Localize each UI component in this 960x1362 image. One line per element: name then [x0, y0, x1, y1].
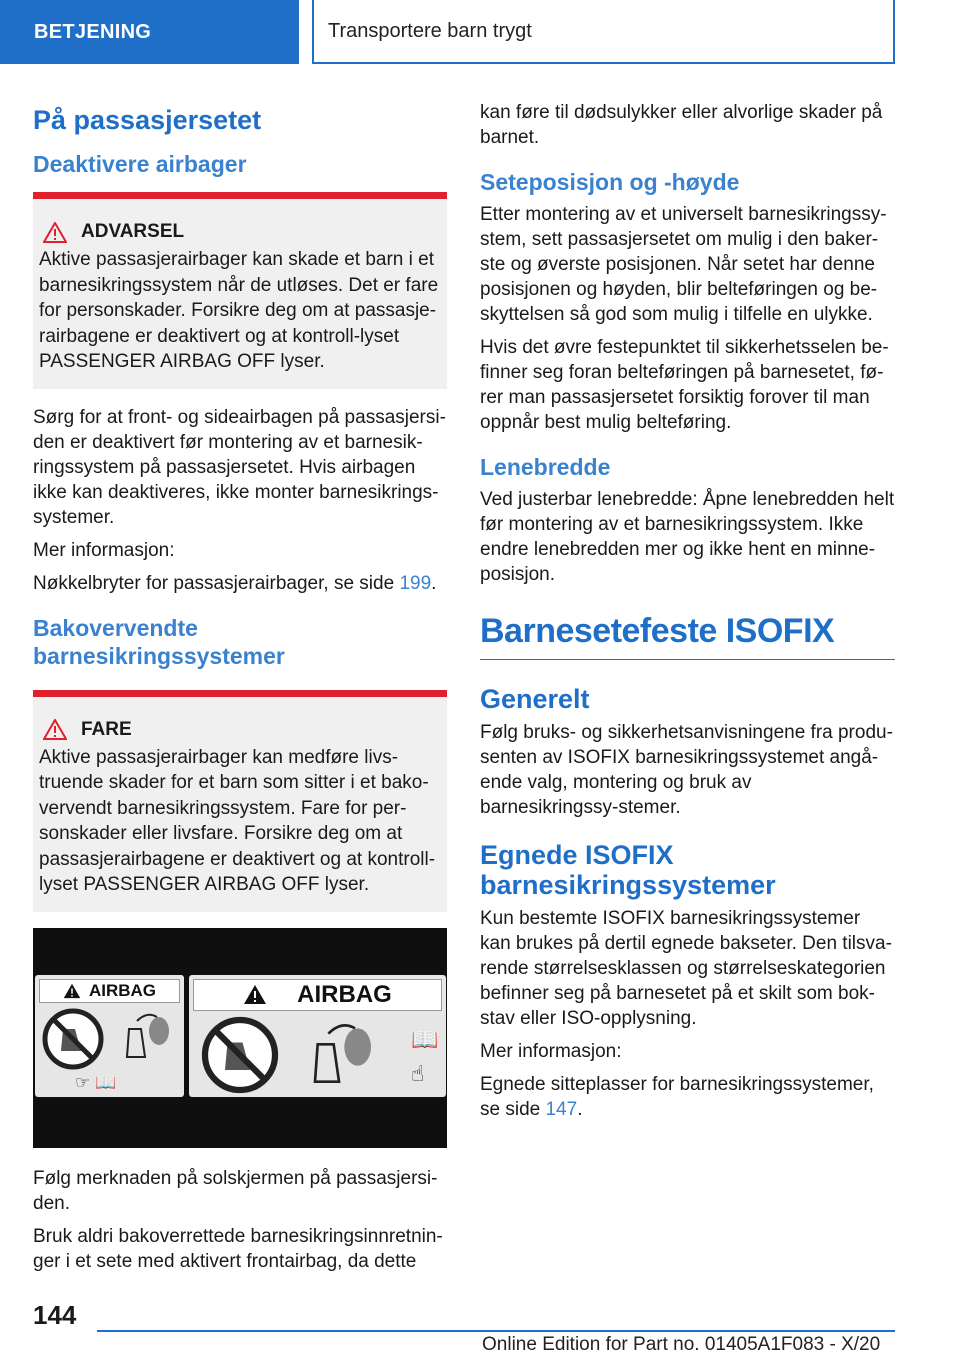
paragraph-follow-note: Følg merknaden på solskjermen på passasjersi-den.	[33, 1167, 438, 1214]
warning-title-row	[39, 719, 441, 741]
airbag-deploy-icon	[113, 1007, 177, 1067]
ref-text: Nøkkelbryter for passasjerairbager, se side	[33, 572, 400, 594]
heading-rear-facing: Bakovervendte barnesikringssystemer	[33, 614, 285, 669]
paragraph-key-switch-ref	[33, 571, 447, 596]
paragraph-general: Følg bruks- og sikkerhetsanvisningene fra produ-senten av ISOFIX barnesikringssystemet angå-ende valg, montering og bruk av barnesikringssy-stemer.	[480, 722, 893, 818]
airbag-deploy-icon	[289, 1015, 389, 1095]
heading-general: Generelt	[480, 684, 590, 714]
page-link-147[interactable]: 147	[545, 1099, 578, 1120]
warning-triangle-icon	[43, 222, 67, 243]
left-column	[33, 96, 447, 1282]
heading-passenger-seat: På passasjersetet	[33, 105, 262, 135]
airbag-label-header	[193, 979, 442, 1011]
right-column	[480, 100, 895, 1130]
airbag-label-text: AIRBAG	[297, 980, 392, 1008]
paragraph-suitable-isofix: Kun bestemte ISOFIX barnesikringssystemer kan brukes på dertil egnede bakseter. Den tilsva-rende størrelsesklassen og størrelseskategorien befinner seg på barnesetet på et skilt som bok-stav eller ISO-opplysning.	[480, 908, 892, 1029]
airbag-label-text: AIRBAG	[88, 980, 157, 1000]
hand-book-icons: ☞ 📖	[75, 1072, 117, 1092]
warning-box-advarsel	[33, 192, 447, 389]
paragraph-continuation: kan føre til dødsulykker eller alvorlige skader på barnet.	[480, 102, 883, 148]
paragraph-ensure-deactivated: Sørg for at front- og sideairbagen på passasjersi-den er deaktivert før montering av et barnesik-ringssystem på passasjersetet. Hvis airbagen ikke kan deaktiveres, ikke monter barnesikrings-systemer.	[33, 406, 446, 528]
heading-seat-position: Seteposisjon og -høyde	[480, 169, 740, 195]
footer-edition: Online Edition for Part no. 01405A1F083 - X/20	[482, 1334, 881, 1355]
footer-divider	[97, 1330, 895, 1332]
warning-triangle-icon	[63, 983, 81, 999]
ref-end: .	[577, 1099, 583, 1120]
warning-triangle-icon	[243, 984, 267, 1005]
heading-backrest-width: Lenebredde	[480, 454, 611, 480]
no-child-seat-icon	[197, 1015, 283, 1095]
header-title	[312, 0, 895, 64]
airbag-label-header	[39, 979, 180, 1003]
warning-title: ADVARSEL	[81, 221, 185, 242]
airbag-label-large	[189, 975, 446, 1097]
paragraph-seating-ref	[480, 1072, 895, 1122]
paragraph-backrest-width: Ved justerbar lenebredde: Åpne lenebredden helt før montering av et barnesikringssystem. Ikke endre lenebredden mer og ikke hent en minne-posisjon.	[480, 489, 895, 585]
heading-isofix: Barnesetefeste ISOFIX	[480, 611, 895, 660]
header-section: BETJENING	[0, 0, 299, 64]
page-number: 144	[33, 1300, 77, 1330]
header-title-text: Transportere barn trygt	[328, 19, 532, 42]
paragraph-seat-position-1: Etter montering av et universelt barnesikringssy-stem, sett passasjersetet om mulig i den baker-ste og øverste posisjonen. Når setet har denne posisjonen og høyden, blir belteføringen og be-skyttelsen så god som mulig i tilfelle en ulykke.	[480, 204, 887, 325]
warning-title-row	[39, 221, 441, 243]
warning-box-fare	[33, 690, 447, 912]
page-link-199[interactable]: 199	[399, 572, 432, 594]
airbag-label-small	[35, 975, 184, 1097]
ref-end: .	[431, 572, 437, 594]
paragraph-more-info: Mer informasjon:	[480, 1041, 622, 1062]
ref-text: Egnede sitteplasser for barnesikringssystemer, se side	[480, 1074, 874, 1120]
warning-text: Aktive passasjerairbager kan skade et barn i et barnesikringssystem når de utløses. Det er fare for personskader. Forsikre deg om at passasje-rairbagene er deaktivert og at kontroll-lyset PASSENGER AIRBAG OFF lyser.	[39, 249, 439, 372]
paragraph-more-info: Mer informasjon:	[33, 539, 175, 561]
no-child-seat-icon	[41, 1007, 105, 1071]
paragraph-never-rear-facing: Bruk aldri bakoverrettede barnesikringsinnretnin-ger i et sete med aktivert frontairbag, da dette	[33, 1225, 443, 1272]
warning-text: Aktive passasjerairbager kan medføre livs-truende skader for et barn som sitter i et bako-vervendt barnesikringssystem. Fare for per-sonskader eller livsfare. Forsikre deg om at passasjerairbagene er deaktivert og at kontroll-lyset PASSENGER AIRBAG OFF lyser.	[39, 746, 436, 895]
book-hand-icons: 📖 ☝	[411, 1026, 439, 1086]
paragraph-seat-position-2: Hvis det øvre festepunktet til sikkerhetsselen be-finner seg foran belteføringen på barnesetet, fø-rer man passasjersetet forsiktig forover til man oppnår best mulig belteføring.	[480, 337, 889, 433]
heading-suitable-isofix: Egnede ISOFIX barnesikringssystemer	[480, 840, 776, 900]
warning-title: FARE	[81, 718, 132, 740]
airbag-label-photo	[33, 928, 447, 1148]
warning-triangle-icon	[43, 719, 67, 740]
heading-deactivate-airbags: Deaktivere airbager	[33, 151, 247, 177]
